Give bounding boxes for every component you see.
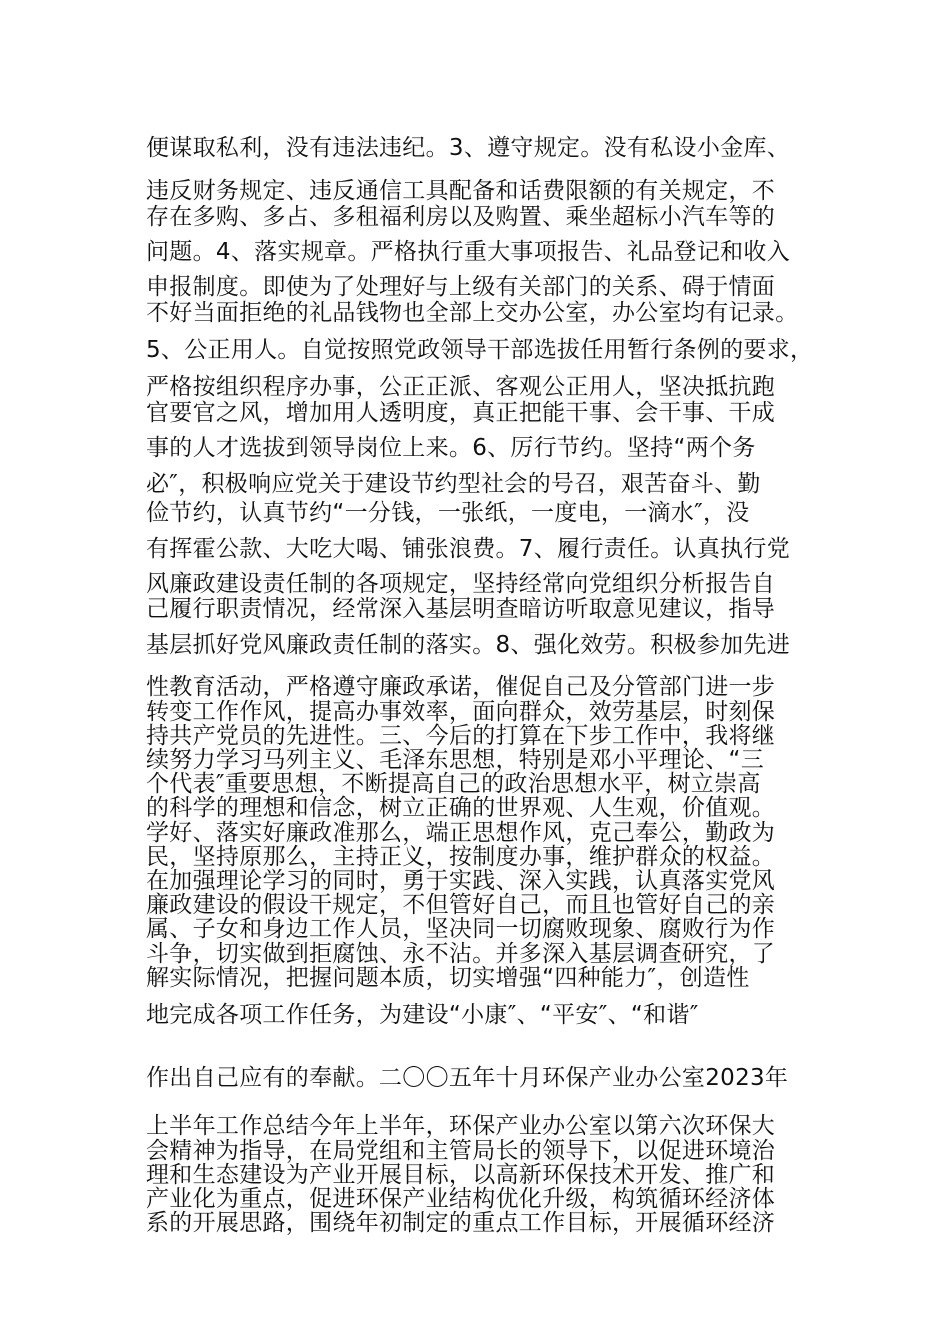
text-line: 性教育活动，严格遵守廉政承诺，催促自己及分管部门进一步 [146,674,776,700]
text-line: 转变工作作风，提高办事效率，面向群众，效劳基层，时刻保 [146,699,776,725]
text-line: 的科学的理想和信念，树立正确的世界观、人生观，价值观。 [146,795,776,821]
text-line: 属、子女和身边工作人员，坚决同一切腐败现象、腐败行为作 [146,916,776,942]
text-line: 学好、落实好廉政准那么，端正思想作风，克己奉公，勤政为 [146,820,776,846]
text-line: 个代表″重要思想，不断提高自己的政治思想水平，树立崇高 [146,771,761,797]
text-line: 事的人才选拔到领导岗位上来。6、厉行节约。坚持“两个务 [146,435,756,461]
text-line: 斗争，切实做到拒腐蚀、永不沾。并多深入基层调查研究，了 [146,941,776,967]
text-line: 系的开展思路，围绕年初制定的重点工作目标，开展循环经济 [146,1210,776,1236]
text-line: 必″，积极响应党关于建设节约型社会的号召，艰苦奋斗、勤 [146,471,761,497]
text-line: 续努力学习马列主义、毛泽东思想，特别是邓小平理论、“三 [146,747,765,773]
text-line: 地完成各项工作任务，为建设“小康″、“平安″、“和谐″ [146,1002,699,1028]
text-line: 便谋取私利，没有违法违纪。3、遵守规定。没有私设小金库、 [146,135,791,161]
text-line: 上半年工作总结今年上半年，环保产业办公室以第六次环保大 [146,1113,776,1139]
text-line: 解实际情况，把握问题本质，切实增强“四种能力″，创造性 [146,965,750,991]
text-line: 俭节约，认真节约“一分钱，一张纸，一度电，一滴水″，没 [146,500,750,526]
text-line: 有挥霍公款、大吃大喝、铺张浪费。7、履行责任。认真执行党 [146,536,791,562]
text-line: 持共产党员的先进性。三、今后的打算在下步工作中，我将继 [146,723,776,749]
text-line: 理和生态建设为产业开展目标，以高新环保技术开发、推广和 [146,1162,776,1188]
text-line: 不好当面拒绝的礼品钱物也全部上交办公室，办公室均有记录。 [146,300,799,326]
text-line: 严格按组织程序办事，公正正派、客观公正用人，坚决抵抗跑 [146,374,776,400]
text-line: 违反财务规定、违反通信工具配备和话费限额的有关规定，不 [146,178,776,204]
text-line: 民，坚持原那么，主持正义，按制度办事，维护群众的权益。 [146,844,776,870]
text-line: 在加强理论学习的同时，勇于实践、深入实践，认真落实党风 [146,868,776,894]
text-line: 问题。4、落实规章。严格执行重大事项报告、礼品登记和收入 [146,239,791,265]
text-line: 风廉政建设责任制的各项规定，坚持经常向党组织分析报告自 [146,571,776,597]
text-line: 廉政建设的假设干规定，不但管好自己，而且也管好自己的亲 [146,892,776,918]
text-line: 产业化为重点，促进环保产业结构优化升级，构筑循环经济体 [146,1186,776,1212]
text-line: 官要官之风，增加用人透明度，真正把能干事、会干事、干成 [146,400,776,426]
text-line: 基层抓好党风廉政责任制的落实。8、强化效劳。积极参加先进 [146,632,791,658]
text-line: 己履行职责情况，经常深入基层明查暗访听取意见建议，指导 [146,596,776,622]
text-line: 存在多购、多占、多租福利房以及购置、乘坐超标小汽车等的 [146,204,776,230]
text-line: 申报制度。即使为了处理好与上级有关部门的关系、碍于情面 [146,274,776,300]
text-line: 5、公正用人。自觉按照党政领导干部选拔任用暂行条例的要求， [146,337,814,363]
text-line: 作出自己应有的奉献。二〇〇五年十月环保产业办公室2023年 [146,1065,789,1091]
text-line: 会精神为指导，在局党组和主管局长的领导下，以促进环境治 [146,1138,776,1164]
